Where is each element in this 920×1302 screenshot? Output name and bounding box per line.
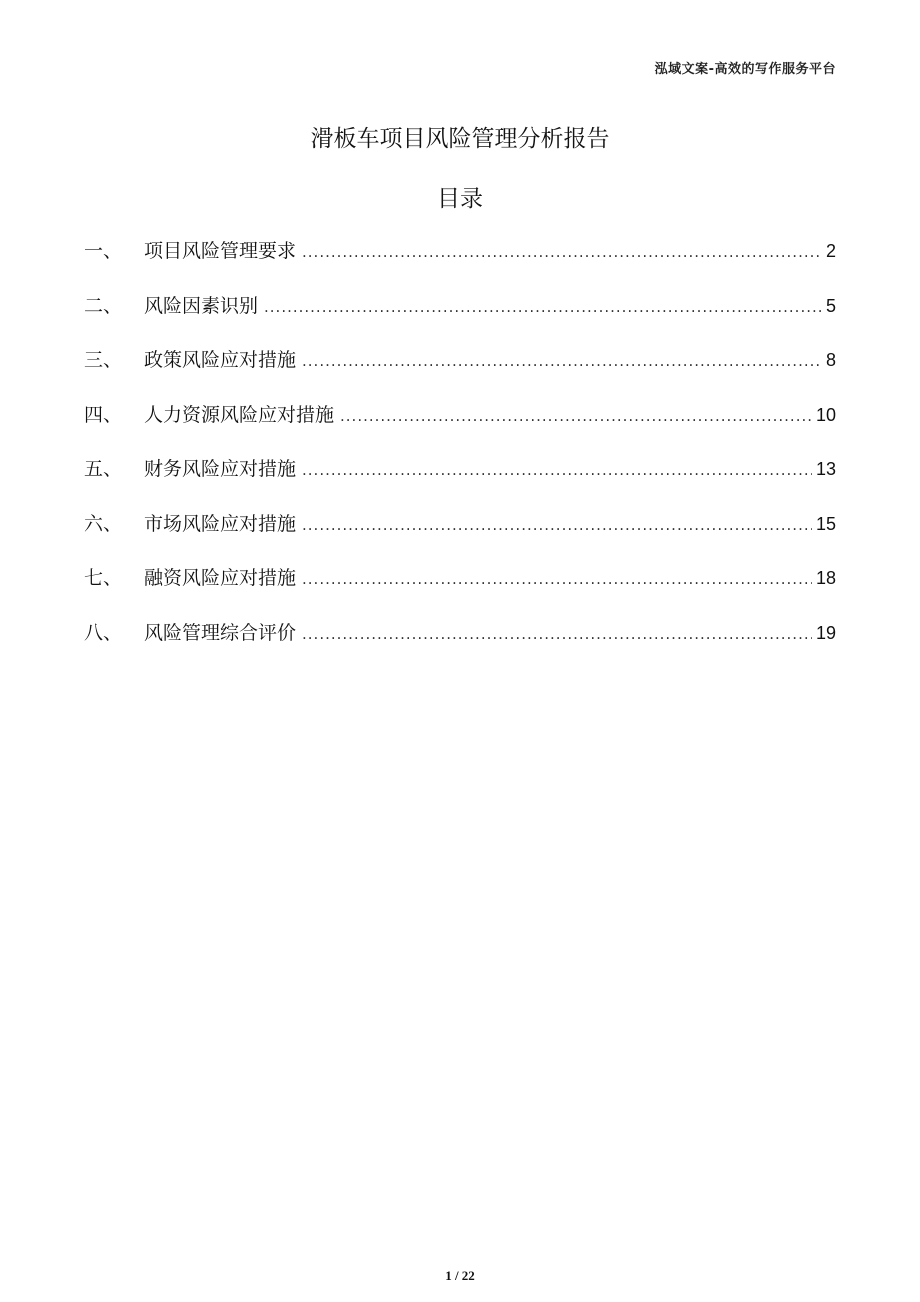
toc-entry-title: 财务风险应对措施 [144,458,297,480]
toc-entry-number: 四、 [84,403,123,426]
toc-entry-number: 二、 [84,294,123,317]
toc-entry-number: 一、 [84,240,123,262]
toc-entry-3[interactable] [84,345,836,400]
toc-entry-page: 19 [815,622,836,643]
toc-entry-5[interactable] [84,454,836,509]
toc-entry-7[interactable] [84,563,836,618]
toc-entry-number: 六、 [84,512,123,535]
toc-entry-8[interactable] [84,618,836,673]
toc-entry-1[interactable] [84,236,836,291]
toc-dot-leader [302,461,812,479]
toc-entry-page: 8 [825,350,836,370]
toc-dot-leader [302,625,812,643]
toc-entry-title: 融资风险应对措施 [144,567,297,589]
toc-entry-title: 人力资源风险应对措施 [144,403,335,426]
toc-dot-leader [302,243,822,261]
toc-entry-title: 市场风险应对措施 [144,512,297,535]
toc-entry-title: 风险因素识别 [144,294,259,317]
toc-dot-leader [302,516,812,534]
toc-entry-page: 2 [825,241,836,261]
toc-entry-page: 13 [815,459,836,479]
toc-dot-leader [264,298,822,316]
toc-dot-leader [302,352,822,370]
toc-entry-number: 三、 [84,349,123,371]
toc-entry-title: 项目风险管理要求 [144,240,297,262]
toc-heading: 目录 [437,186,483,212]
toc-dot-leader [302,570,812,588]
toc-entry-page: 15 [815,513,836,534]
toc-dot-leader [340,407,812,425]
toc-entry-title: 政策风险应对措施 [144,349,297,371]
toc-entry-number: 八、 [84,621,123,644]
toc-entry-number: 七、 [84,567,123,589]
toc-entry-2[interactable] [84,291,836,346]
document-title: 滑板车项目风险管理分析报告 [310,126,610,152]
toc-entry-4[interactable] [84,400,836,455]
page-number-indicator: 1 / 22 [445,1268,475,1283]
header-brand: 泓域文案-高效的写作服务平台 [654,62,836,77]
toc-entry-page: 5 [825,295,836,316]
table-of-contents [84,236,836,672]
toc-entry-number: 五、 [84,458,123,480]
toc-entry-title: 风险管理综合评价 [144,621,297,644]
toc-entry-page: 18 [815,568,836,588]
toc-entry-6[interactable] [84,509,836,564]
toc-entry-page: 10 [815,404,836,425]
